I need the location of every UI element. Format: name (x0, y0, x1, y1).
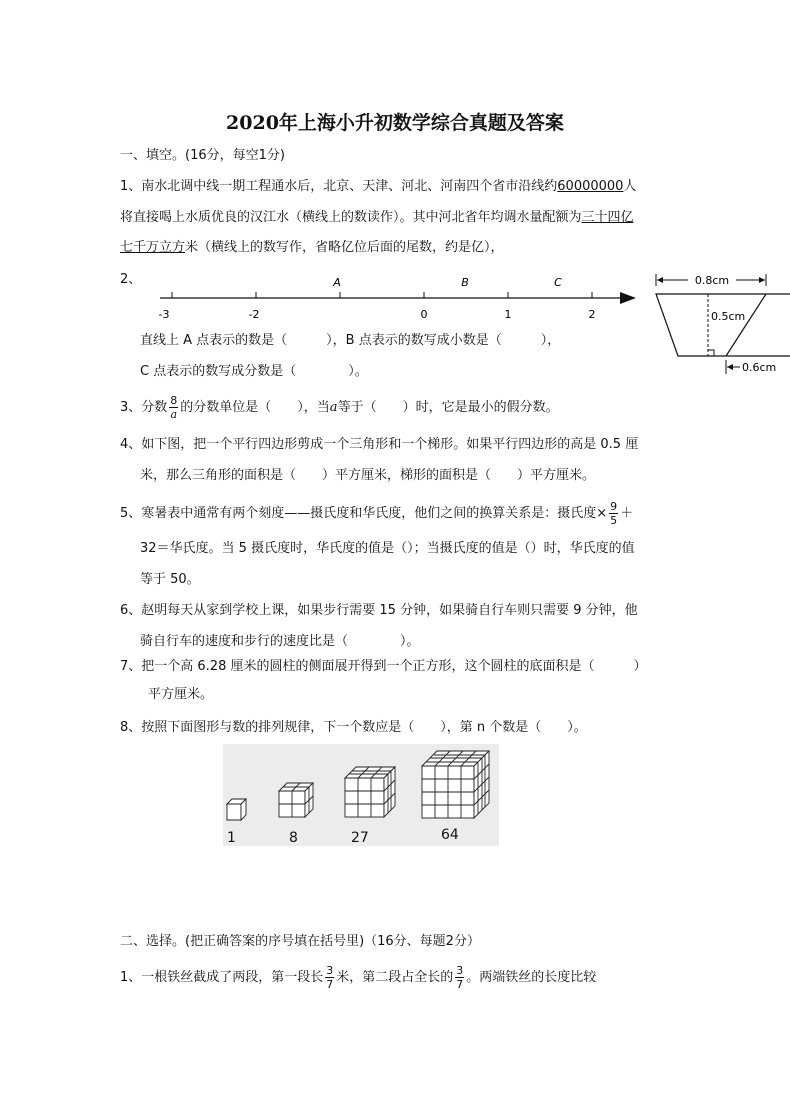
q1-line1: 1、南水北调中线一期工程通水后，北京、天津、河北、河南四个省市沿线约60000000人 (120, 179, 637, 194)
q5-line1: 5、寒暑表中通常有两个刻度——摄氏度和华氏度，他们之间的换算关系是：摄氏度× $\frac{9}{5}$ ＋ (120, 500, 634, 527)
q6-line2: 骑自行车的速度和步行的速度比是（ ）。 (140, 634, 420, 649)
q7-line1: 7、把一个高 6.28 厘米的圆柱的侧面展开得到一个正方形，这个圆柱的底面积是（ ） (120, 659, 647, 674)
fraction-3-over-7-b: $\frac{3}{7}$ (456, 964, 464, 991)
q1-line3: 七千万立方米（横线上的数写作，省略亿位后面的尾数，约是亿）， (120, 240, 504, 255)
q6-line1: 6、赵明每天从家到学校上课，如果步行需要 15 分钟，如果骑自行车则只需要 9 分钟，他 (120, 603, 638, 618)
q5-line3: 等于 50。 (140, 572, 200, 587)
q3-line: 3、分数 $\frac{8}{a}$ 的分数单位是（ ），当a等于（ ）时，它是最小的假分数。 (120, 394, 559, 421)
q1-line2: 将直接喝上水质优良的汉江水（横线上的数读作）。其中河北省年均调水量配额为三十四亿 (120, 210, 634, 225)
q1-number2-a: 三十四亿 (581, 210, 634, 225)
q7-line2: 平方厘米。 (148, 687, 214, 702)
point-c-label: C (554, 276, 562, 289)
q8-line1: 8、按照下面图形与数的排列规律，下一个数应是（ ），第 n 个数是（ ）。 (120, 720, 587, 735)
q1-number: 60000000 (557, 179, 624, 194)
number-line (150, 270, 640, 325)
height-label: 0.5cm (711, 310, 746, 323)
section2-heading: 二、选择。(把正确答案的序号填在括号里)（16分、每题2分） (120, 934, 480, 949)
tick-label: 1 (504, 308, 512, 321)
fraction-3-over-7: $\frac{3}{7}$ (326, 964, 334, 991)
cube-drawings (223, 744, 499, 846)
top-length-label: 0.8cm (694, 274, 730, 287)
cube-label-64: 64 (441, 827, 459, 843)
fraction-8-over-a: $\frac{8}{a}$ (170, 394, 178, 421)
parallelogram-figure (648, 270, 790, 378)
q4-line2: 米，那么三角形的面积是（ ）平方厘米，梯形的面积是（ ）平方厘米。 (140, 468, 596, 483)
point-a-label: A (333, 276, 341, 289)
q1-number2-b: 七千万立方 (120, 240, 186, 255)
bottom-length-label: 0.6cm (742, 361, 777, 374)
section2-q1-line: 1、一根铁丝截成了两段，第一段长 $\frac{3}{7}$ 米，第二段占全长的 $\frac{3}{7}$ 。两端铁丝的长度比较 (120, 964, 597, 991)
q2-line2: C 点表示的数写成分数是（ ）。 (140, 364, 368, 379)
q5-line2: 32＝华氏度。当 5 摄氏度时，华氏度的值是（）；当摄氏度的值是（）时，华氏度的值 (140, 541, 635, 556)
tick-label: -2 (248, 308, 260, 321)
q4-line1: 4、如下图，把一个平行四边形剪成一个三角形和一个梯形。如果平行四边形的高是 0.5 厘 (120, 437, 639, 452)
section1-heading: 一、填空。(16分，每空1分) (120, 148, 285, 163)
page-title: 2020年上海小升初数学综合真题及答案 (226, 112, 564, 134)
cube-label-8: 8 (289, 830, 298, 846)
cube-label-1: 1 (227, 830, 236, 846)
tick-label: 0 (420, 308, 428, 321)
point-b-label: B (461, 276, 469, 289)
fraction-9-over-5: $\frac{9}{5}$ (610, 500, 618, 527)
cube-label-27: 27 (351, 830, 369, 846)
tick-label: -3 (158, 308, 170, 321)
cube-pattern-figure (223, 744, 499, 846)
tick-label: 2 (588, 308, 596, 321)
q2-label: 2、 (120, 272, 142, 287)
q2-line1: 直线上 A 点表示的数是（ ），B 点表示的数写成小数是（ ）， (140, 333, 561, 348)
